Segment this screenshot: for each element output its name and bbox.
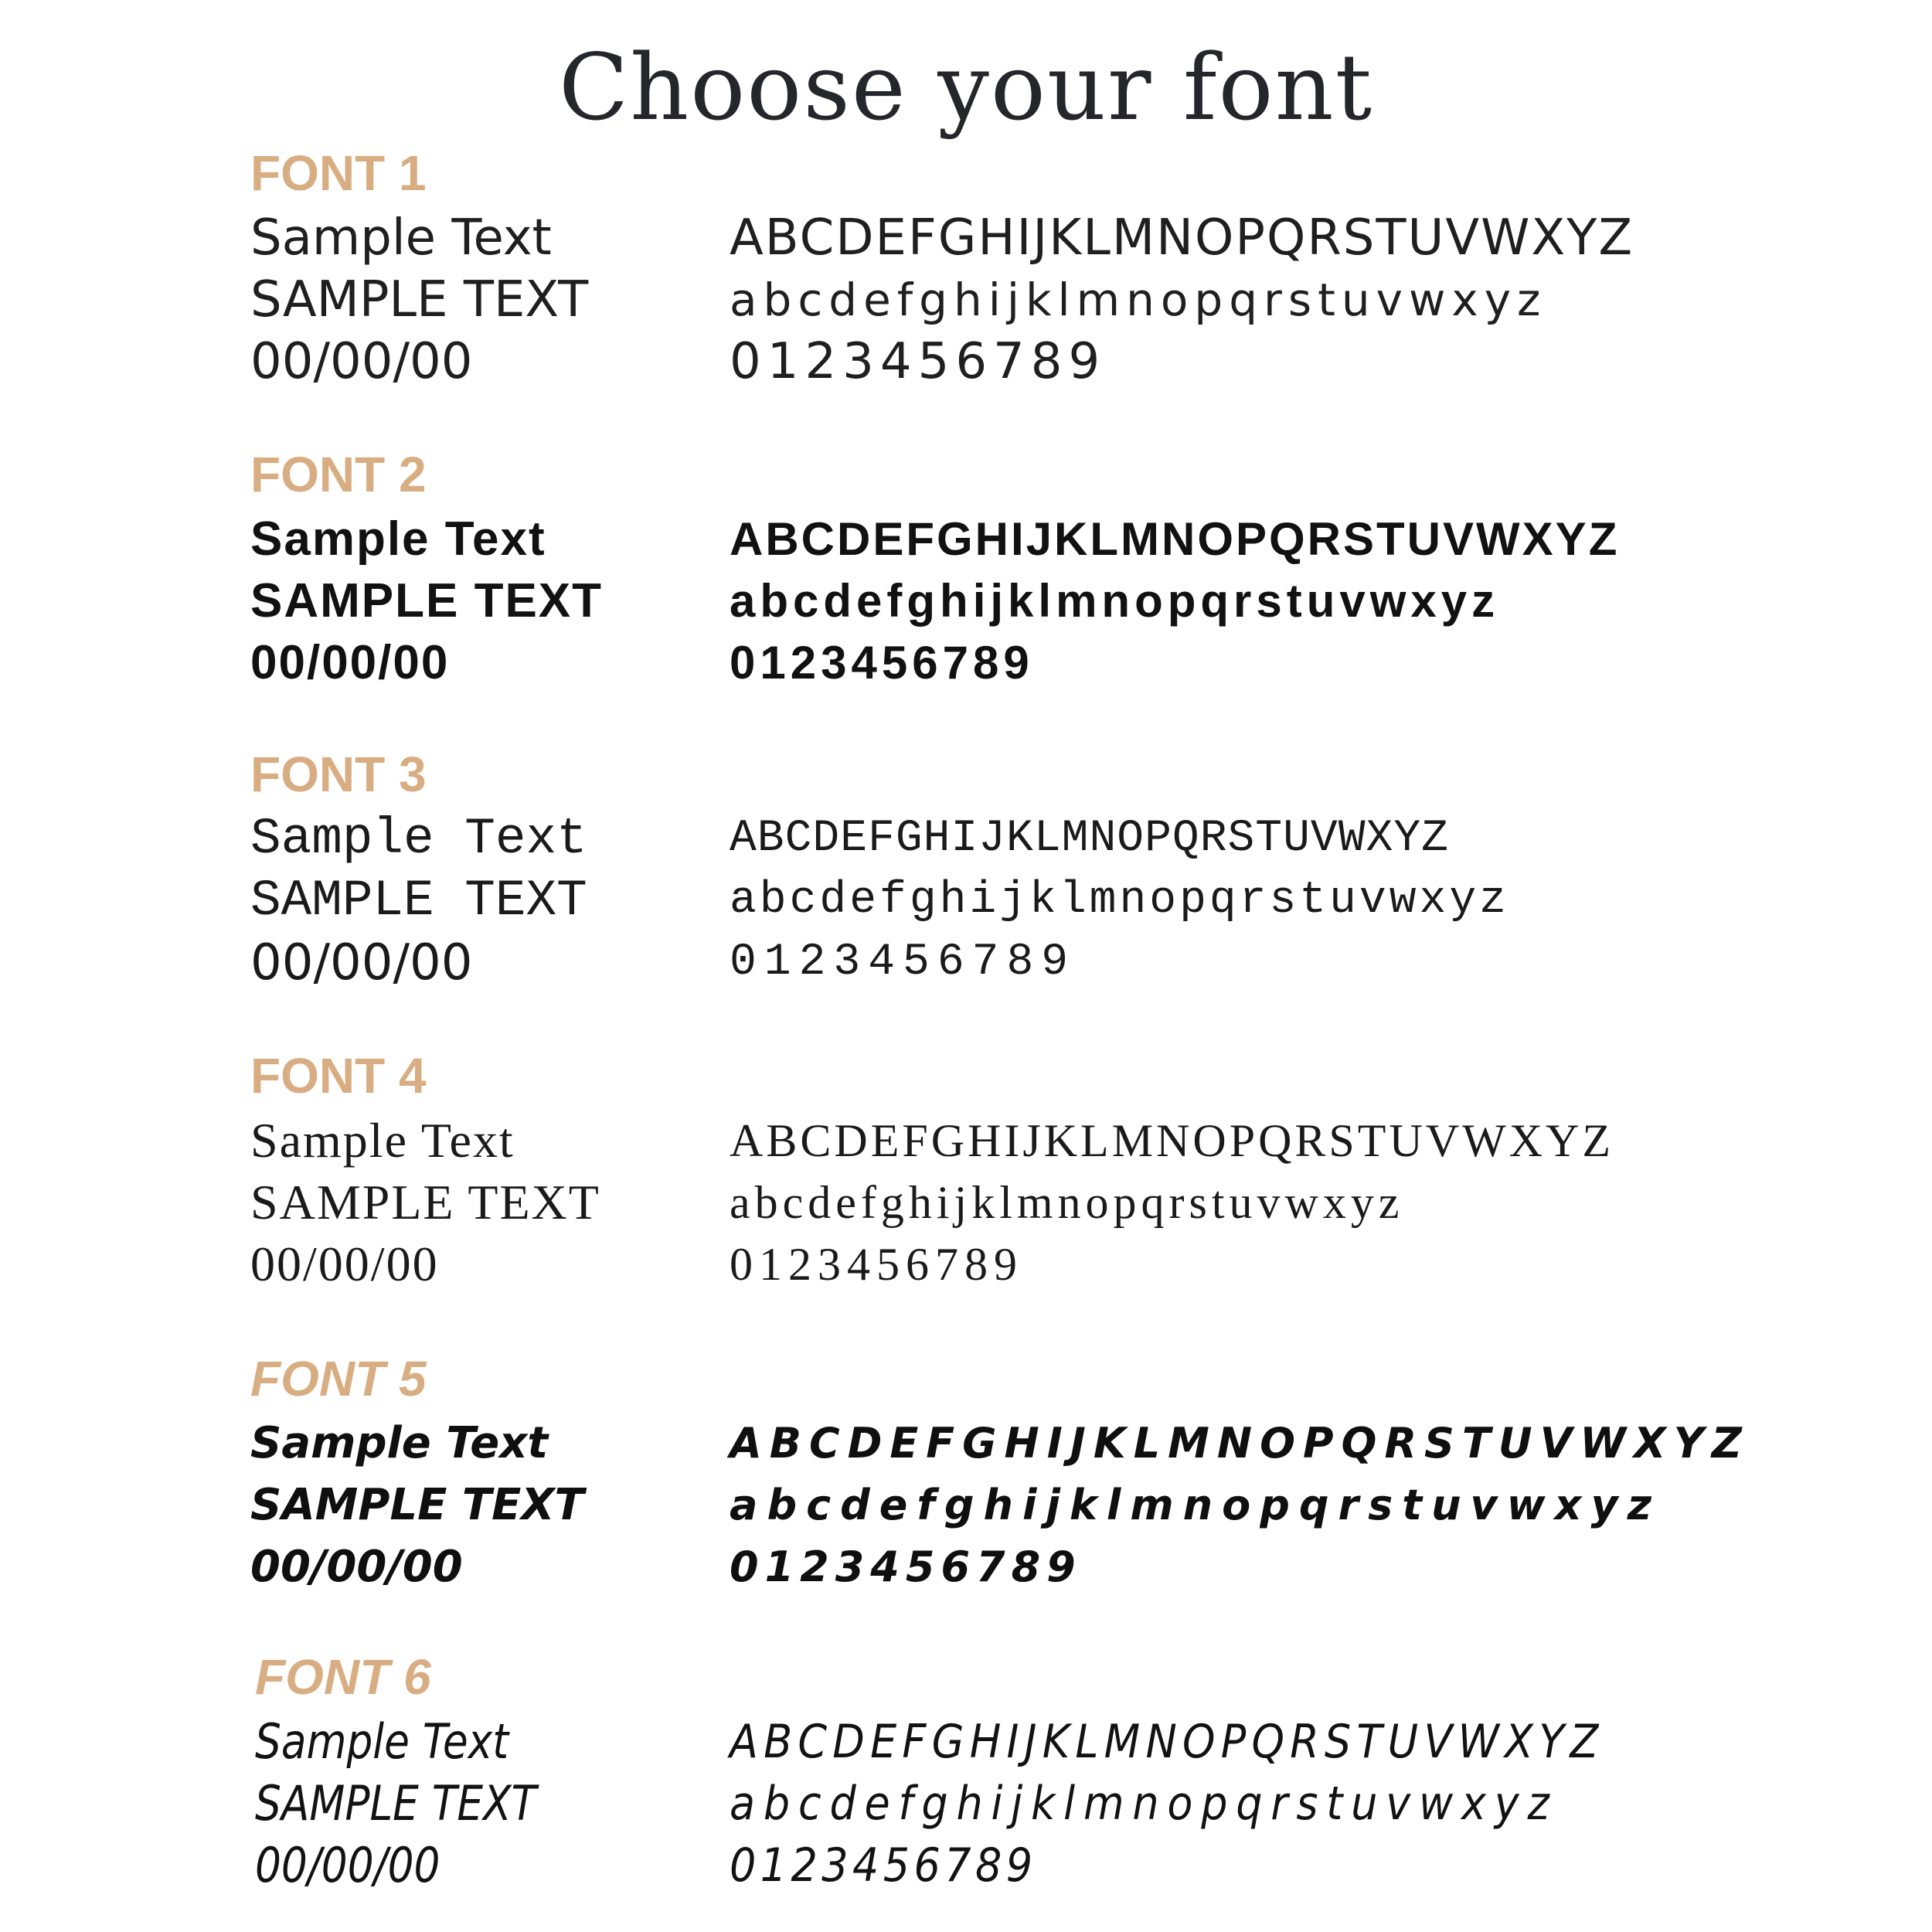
- alphabet-column: [730, 808, 1509, 994]
- sample-text: Sample Text: [250, 1113, 515, 1168]
- uppercase-alphabet: ABCDEFGHIJKLMNOPQRSTUVWXYZ: [730, 513, 1620, 565]
- uppercase-alphabet: ABCDEFGHIJKLMNOPQRSTUVWXYZ: [730, 1715, 1604, 1769]
- alphabet-column: [730, 207, 1634, 393]
- page-title: Choose your font: [558, 34, 1373, 141]
- sample-date: 00/00/00: [250, 1542, 463, 1592]
- uppercase-alphabet: ABCDEFGHIJKLMNOPQRSTUVWXYZ: [730, 209, 1634, 267]
- sample-text: Sample Text: [255, 1713, 509, 1770]
- sample-column: [250, 808, 587, 994]
- sample-caps: SAMPLE TEXT: [255, 1775, 537, 1832]
- digits: 0123456789: [730, 637, 1034, 689]
- font-heading: FONT 5: [250, 1351, 427, 1406]
- digits: 0123456789: [730, 937, 1077, 988]
- font-option-4[interactable]: [250, 1045, 1796, 1291]
- font-heading: FONT 2: [250, 447, 427, 502]
- alphabet-column: [730, 1110, 1614, 1295]
- alphabet-column: [730, 509, 1619, 694]
- sample-caps: SAMPLE TEXT: [250, 1175, 600, 1230]
- font-option-1[interactable]: [250, 142, 1796, 390]
- uppercase-alphabet: ABCDEFGHIJKLMNOPQRSTUVWXYZ: [730, 1419, 1750, 1468]
- sample-date: 00/00/00: [250, 1236, 439, 1291]
- alphabet-column: [730, 1413, 1750, 1598]
- digits: 0123456789: [730, 1543, 1082, 1591]
- sample-date: 00/00/00: [250, 934, 473, 992]
- sample-text: Sample Text: [250, 1418, 549, 1468]
- sample-column: [250, 1110, 600, 1295]
- sample-date: 00/00/00: [250, 333, 473, 390]
- sample-text: Sample Text: [250, 810, 587, 868]
- sample-date: 00/00/00: [250, 636, 450, 689]
- uppercase-alphabet: ABCDEFGHIJKLMNOPQRSTUVWXYZ: [730, 814, 1449, 864]
- sample-column: [250, 1413, 584, 1598]
- font-heading: FONT 6: [255, 1649, 431, 1705]
- sample-column: [250, 207, 588, 393]
- sample-column: [250, 509, 603, 694]
- font-option-2[interactable]: [250, 444, 1796, 689]
- sample-caps: SAMPLE TEXT: [250, 574, 604, 628]
- sample-date: 00/00/00: [255, 1837, 440, 1893]
- sample-caps: SAMPLE TEXT: [250, 872, 587, 930]
- alphabet-column: [730, 1711, 1701, 1896]
- lowercase-alphabet: abcdefghijklmnopqrstuvwxyz: [730, 1481, 1662, 1529]
- lowercase-alphabet: abcdefghijklmnopqrstuvwxyz: [730, 1777, 1558, 1831]
- sample-caps: SAMPLE TEXT: [250, 1480, 584, 1530]
- font-option-3[interactable]: [250, 743, 1796, 992]
- lowercase-alphabet: abcdefghijklmnopqrstuvwxyz: [730, 575, 1500, 627]
- uppercase-alphabet: ABCDEFGHIJKLMNOPQRSTUVWXYZ: [730, 1115, 1614, 1166]
- digits: 0123456789: [730, 1838, 1037, 1893]
- font-option-6[interactable]: [255, 1646, 1801, 1893]
- lowercase-alphabet: abcdefghijklmnopqrstuvwxyz: [730, 876, 1509, 926]
- sample-text: Sample Text: [250, 209, 552, 267]
- digits: 0123456789: [730, 1239, 1023, 1290]
- sample-text: Sample Text: [250, 512, 546, 566]
- sample-column: [255, 1711, 582, 1896]
- lowercase-alphabet: abcdefghijklmnopqrstuvwxyz: [730, 1177, 1404, 1228]
- sample-caps: SAMPLE TEXT: [250, 271, 589, 328]
- font-heading: FONT 3: [250, 747, 427, 802]
- lowercase-alphabet: abcdefghijklmnopqrstuvwxyz: [730, 274, 1547, 326]
- digits: 0123456789: [730, 333, 1107, 390]
- font-option-5[interactable]: [250, 1348, 1796, 1592]
- font-heading: FONT 1: [250, 145, 427, 201]
- font-heading: FONT 4: [250, 1048, 427, 1104]
